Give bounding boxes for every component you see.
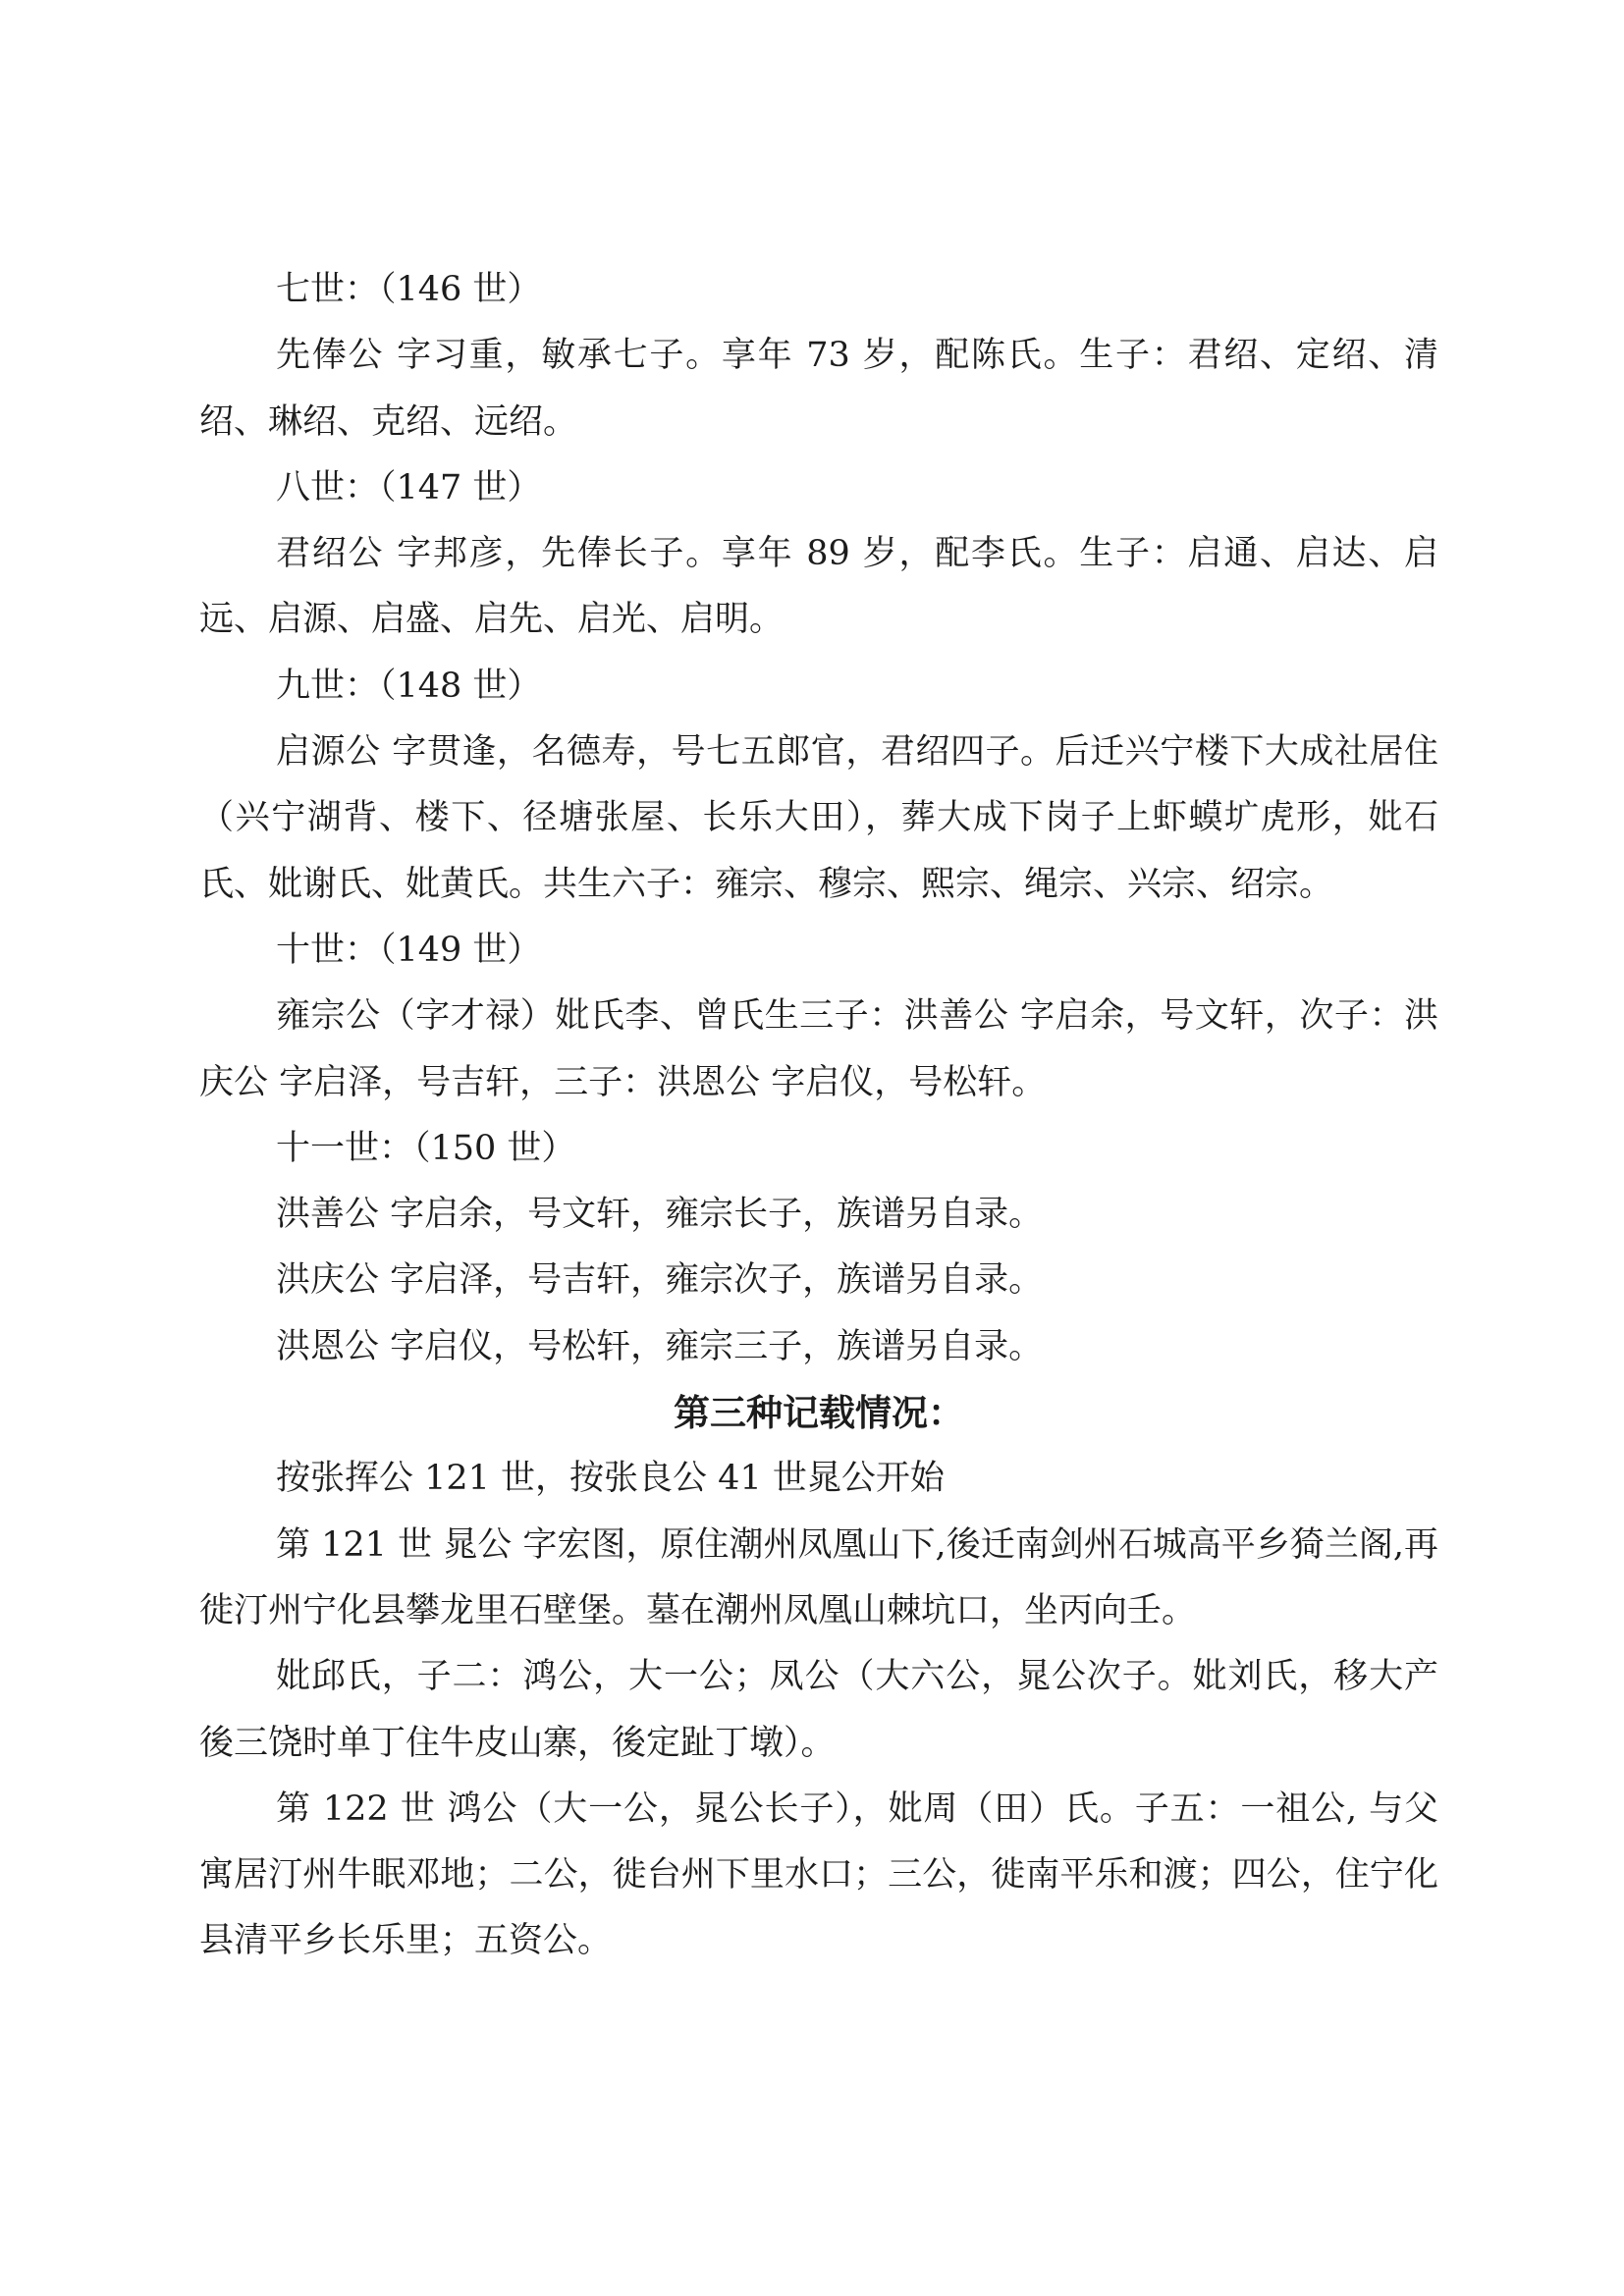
section-heading: 第三种记载情况： [674,1392,964,1435]
paragraph-hongqing: 洪庆公 字启泽，号吉轩，雍宗次子，族谱另自录。 [276,1260,1044,1301]
paragraph-yongzong: 雍宗公（字才禄）妣氏李、曾氏生三子：洪善公 字启余，号文轩，次子：洪庆公 字启泽，号吉轩，三子：洪恩公 字启仪，号松轩。 [199,996,1438,1102]
generation-heading-7: 七世：（146 世） [276,270,542,309]
paragraph-hongshan: 洪善公 字启余，号文轩，雍宗长子，族谱另自录。 [276,1195,1044,1235]
generation-heading-9: 九世：（148 世） [276,666,542,706]
paragraph-qiu: 妣邱氏，子二：鸿公，大一公；凤公（大六公，晁公次子。妣刘氏，移大产後三饶时单丁住牛皮山寨，後定趾丁墩）。 [199,1657,1438,1763]
paragraph-chao: 第 121 世 晁公 字宏图，原住潮州凤凰山下,後迁南剑州石城高平乡猗兰阁,再徙汀州宁化县攀龙里石壁堡。墓在潮州凤凰山棘坑口，坐丙向壬。 [199,1524,1438,1630]
paragraph-hong: 第 122 世 鸿公（大一公，晁公长子），妣周（田）氏。子五：一祖公, 与父寓居汀州牛眠邓地；二公，徙台州下里水口；三公，徙南平乐和渡；四公，住宁化县清平乡长乐里；五资公。 [199,1789,1438,1961]
paragraph-hongen: 洪恩公 字启仪，号松轩，雍宗三子，族谱另自录。 [276,1326,1044,1366]
generation-heading-11: 十一世：（150 世） [276,1128,576,1168]
document-body [199,257,1438,1975]
generation-heading-8: 八世：（147 世） [276,467,542,507]
paragraph-xianfeng: 先俸公 字习重，敏承七子。享年 73 岁，配陈氏。生子：君绍、定绍、清绍、琳绍、克绍、远绍。 [199,336,1438,442]
paragraph-intro: 按张挥公 121 世，按张良公 41 世晁公开始 [276,1459,945,1499]
generation-heading-10: 十世：（149 世） [276,930,542,970]
paragraph-qiyuan: 启源公 字贯逢，名德寿，号七五郎官，君绍四子。后迁兴宁楼下大成社居住（兴宁湖背、楼下、径塘张屋、长乐大田），葬大成下岗子上虾蟆圹虎形，妣石氏、妣谢氏、妣黄氏。共生六子：雍宗、穆宗、熙宗、绳宗、兴宗、绍宗。 [199,732,1438,904]
paragraph-junshao: 君绍公 字邦彦，先俸长子。享年 89 岁，配李氏。生子：启通、启达、启远、启源、启盛、启先、启光、启明。 [199,534,1438,640]
